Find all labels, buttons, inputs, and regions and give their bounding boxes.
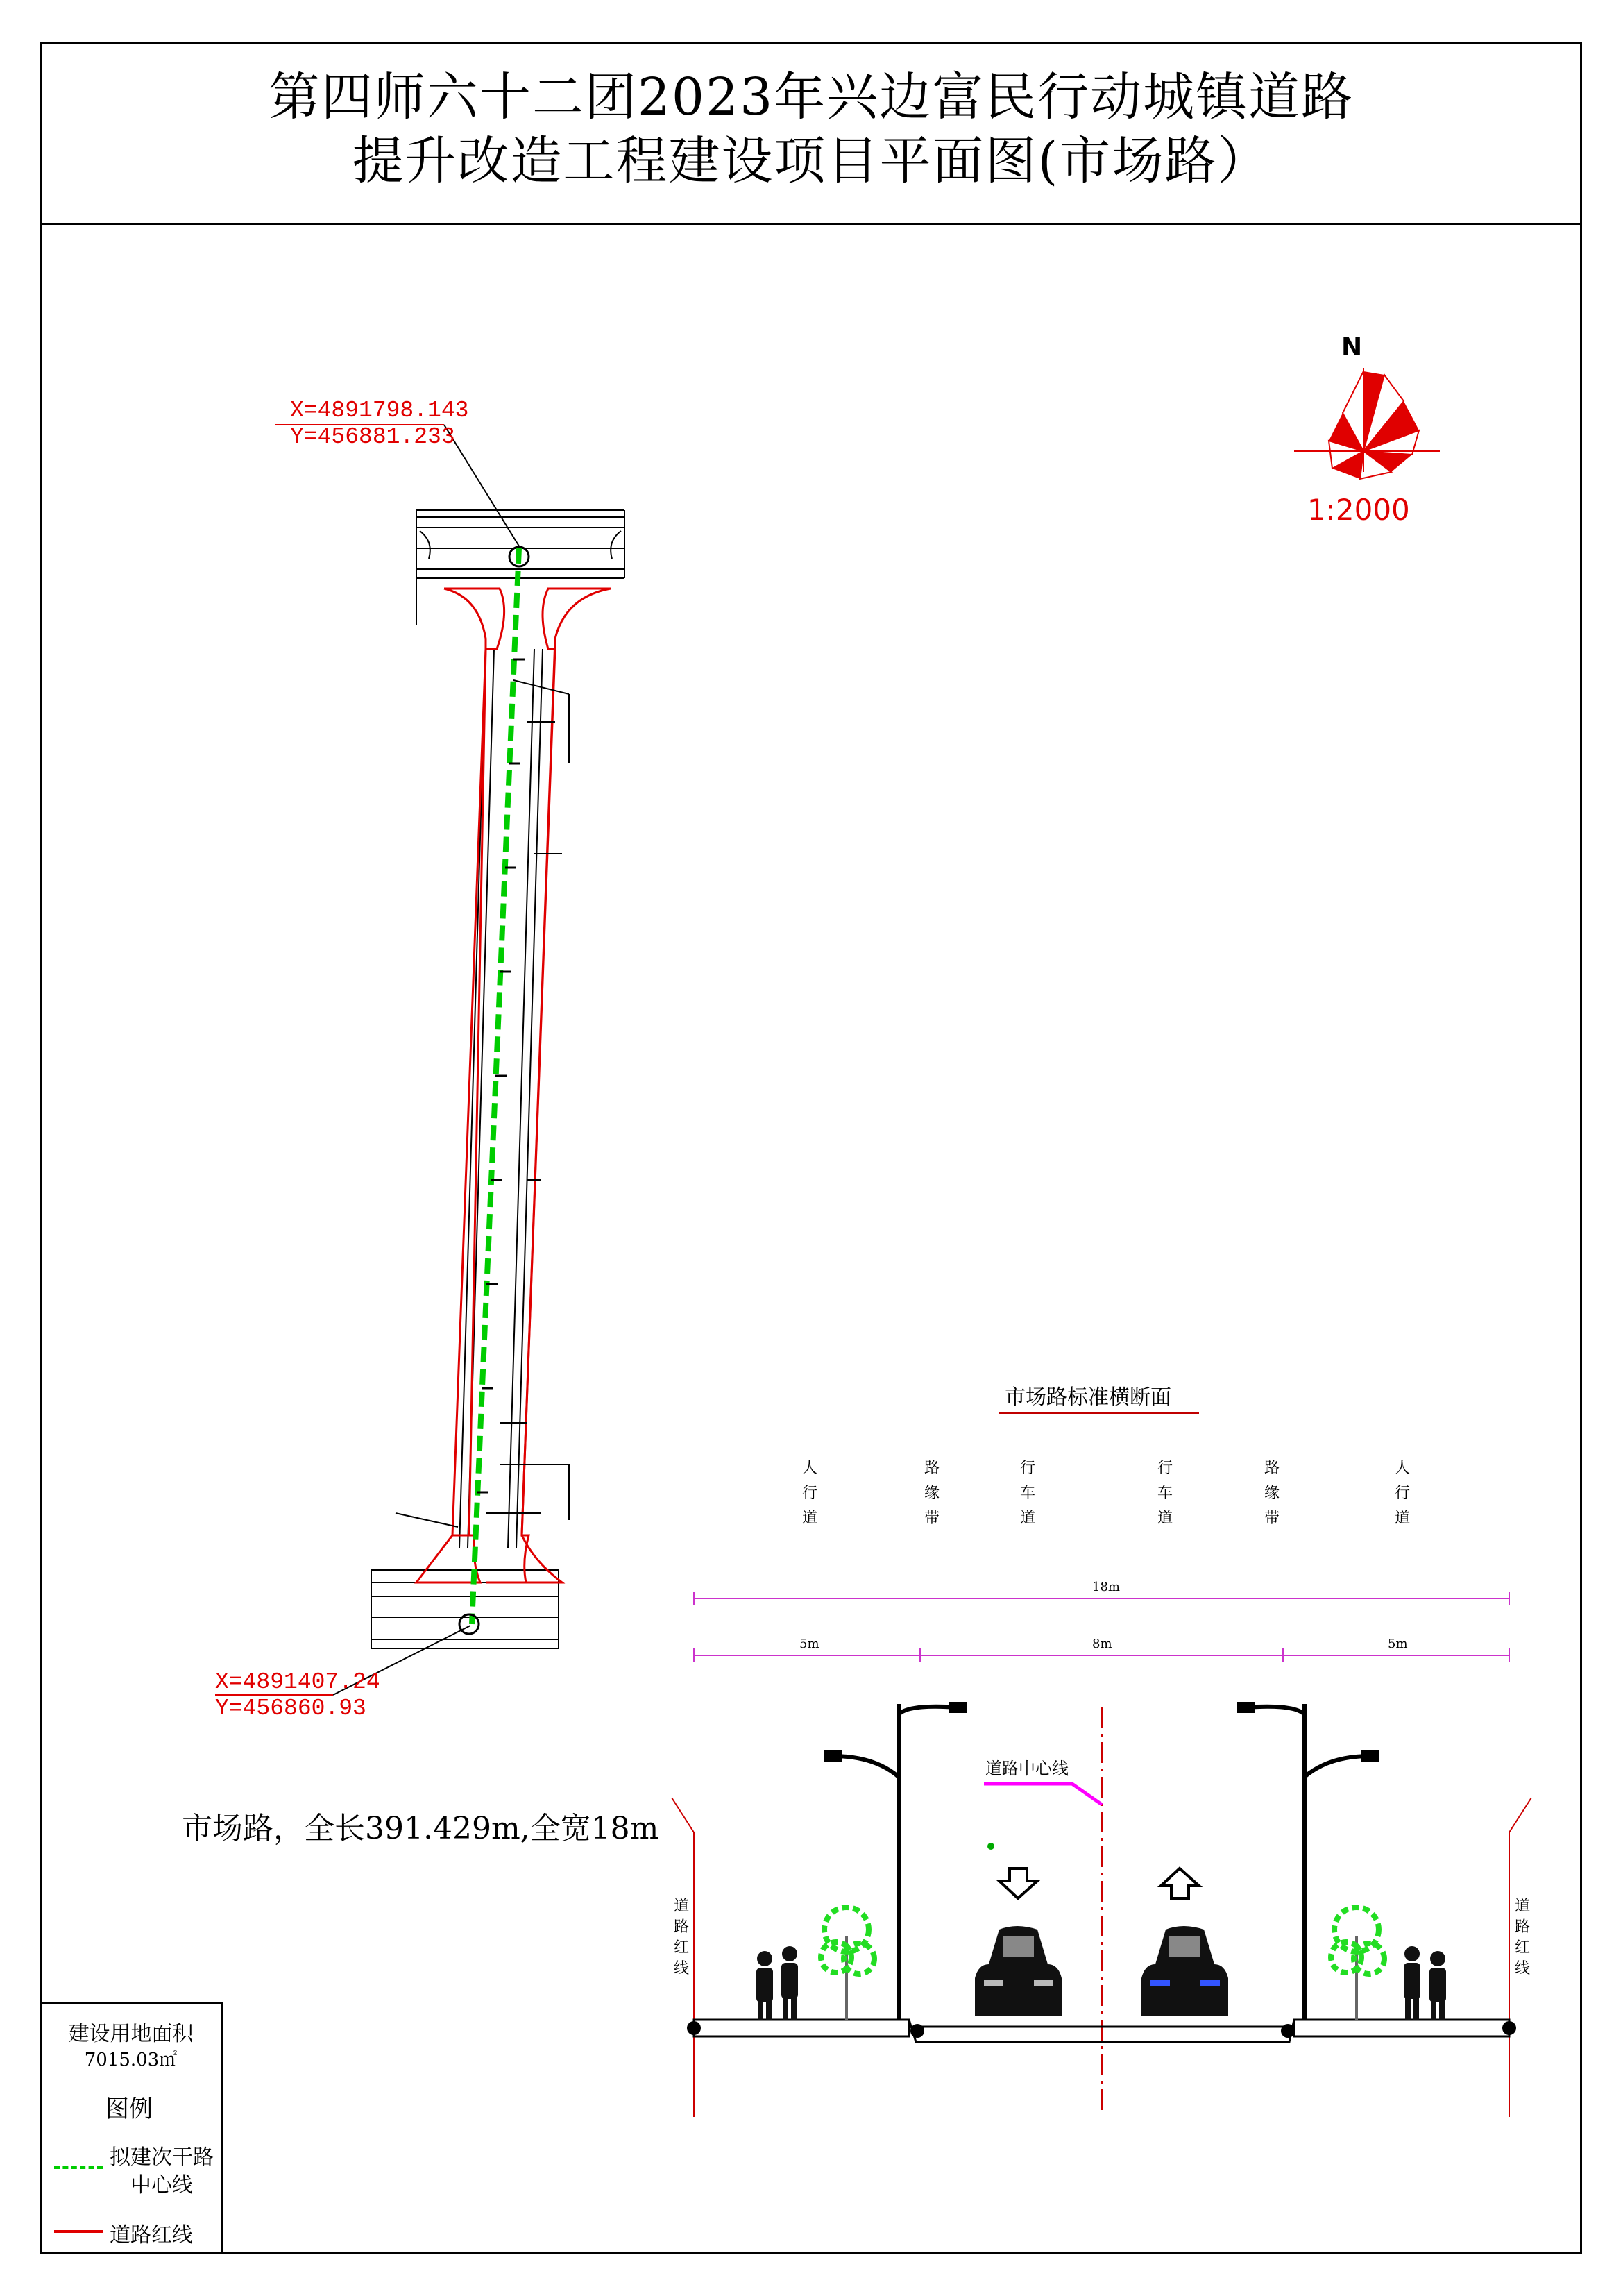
road-red-line-right-outer [522, 589, 611, 1582]
redline-label-left: 道 路 红 线 [673, 1898, 689, 1977]
road-red-line-right [486, 589, 611, 1582]
redline-label-right: 道 路 红 线 [1514, 1898, 1530, 1977]
dimension-lines [694, 1592, 1509, 1662]
cross-section [672, 1592, 1531, 2117]
top-cross-road [416, 510, 624, 625]
total-width-label: 18m [1092, 1580, 1120, 1594]
zone-label-sidewalk-left: 人 行 道 [801, 1460, 817, 1527]
green-dot [987, 1843, 994, 1850]
start-coord-y: Y=456881.233 [290, 424, 455, 450]
end-coord-y: Y=456860.93 [215, 1696, 366, 1721]
width-label-middle: 8m [1092, 1637, 1112, 1651]
zone-label-sidewalk-right: 人 行 道 [1394, 1460, 1410, 1527]
legend-box [40, 2002, 223, 2254]
car-right-icon [1141, 1926, 1228, 2016]
compass-rose-icon [1294, 368, 1440, 479]
zone-label-curb-right: 路 缘 带 [1264, 1460, 1280, 1527]
width-label-left: 5m [799, 1637, 819, 1651]
scale-label: 1:2000 [1307, 493, 1410, 527]
up-arrow-icon [1161, 1868, 1199, 1898]
zone-label-lane-left: 行 车 道 [1019, 1460, 1035, 1527]
title-line-2: 提升改造工程建设项目平面图(市场路） [352, 131, 1271, 191]
pedestrians-left-icon [756, 1946, 798, 2020]
legend-title: 图例 [105, 2095, 153, 2123]
down-arrow-icon [999, 1868, 1037, 1898]
centerline-pointer [984, 1784, 1102, 1805]
legend-redline-label: 道路红线 [110, 2223, 193, 2247]
car-left-icon [975, 1926, 1062, 2016]
legend-centerline-label: 拟建次干路 [110, 2145, 214, 2170]
zone-label-curb-left: 路 缘 带 [924, 1460, 940, 1527]
cross-section-title: 市场路标准横断面 [1005, 1385, 1171, 1410]
width-label-right: 5m [1388, 1637, 1408, 1651]
start-coord-x: X=4891798.143 [290, 398, 469, 423]
legend-centerline-swatch [54, 2166, 103, 2169]
title-line-1: 第四师六十二团2023年兴边富民行动城镇道路 [268, 67, 1354, 127]
zone-label-lane-right: 行 车 道 [1157, 1460, 1173, 1527]
pedestrians-right-icon [1404, 1946, 1446, 2020]
road-summary: 市场路，全长391.429m,全宽18m [182, 1811, 659, 1846]
end-coord-x: X=4891407.24 [215, 1669, 380, 1695]
north-label: N [1341, 333, 1363, 362]
legend-redline-swatch [54, 2230, 103, 2233]
tree-left-icon [821, 1907, 874, 2020]
station-ticks [477, 659, 525, 1492]
land-area-value: 7015.03㎡ [84, 2050, 178, 2070]
tree-right-icon [1331, 1907, 1384, 2020]
centerline-label: 道路中心线 [985, 1759, 1069, 1778]
road-centerline [472, 548, 519, 1624]
coordinate-underlines [215, 425, 444, 1695]
cross-section-title-underline [999, 1412, 1199, 1414]
land-area-label: 建设用地面积 [68, 2022, 194, 2046]
legend-centerline-label-2: 中心线 [130, 2173, 193, 2197]
